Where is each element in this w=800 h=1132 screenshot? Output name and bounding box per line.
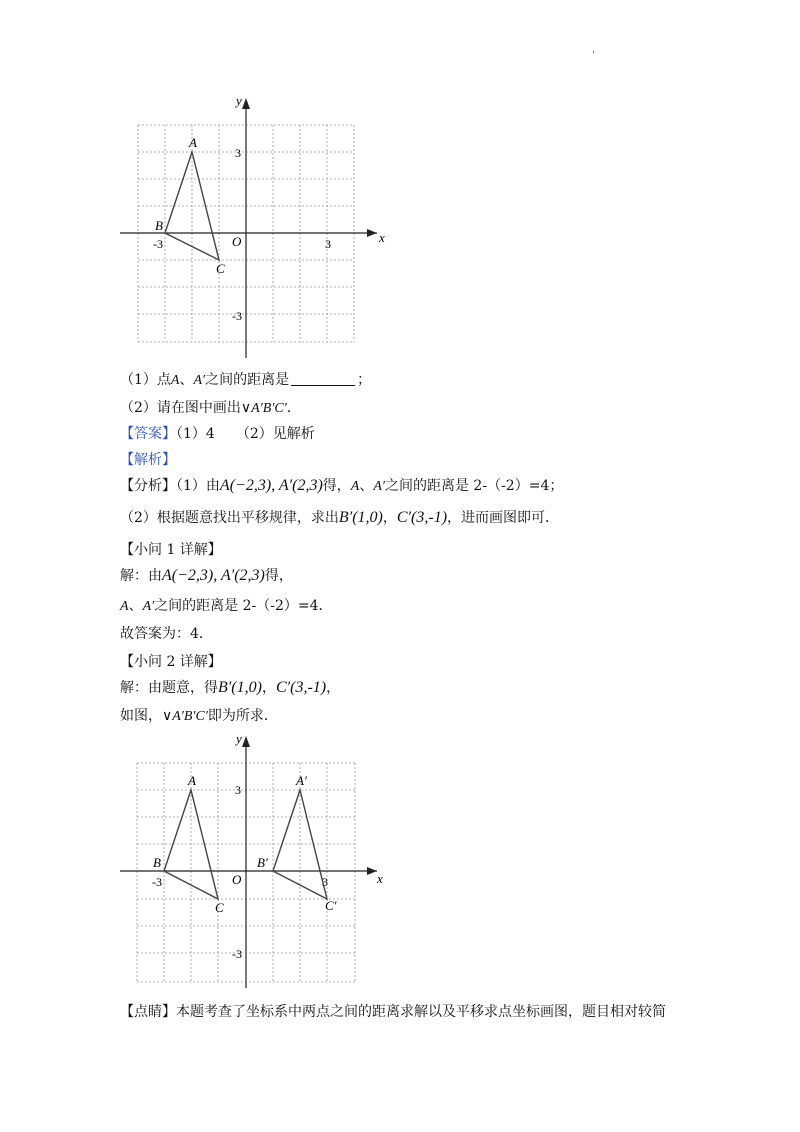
- y-axis-arrow: [242, 736, 250, 747]
- point-b-prime-label: B′: [257, 855, 268, 870]
- fenxi-line-2: （2）根据题意找出平移规律，求出B′(1,0)，C′(3,-1)，进而画图即可．: [120, 509, 560, 526]
- point-c-label: C: [216, 261, 225, 276]
- x-axis-label: x: [377, 871, 383, 886]
- y-axis-arrow: [242, 98, 250, 109]
- point-a-label: A: [188, 773, 196, 788]
- tick-y-pos: 3: [235, 146, 241, 160]
- y-axis-label: y: [236, 93, 242, 108]
- answer-blank[interactable]: [291, 371, 355, 386]
- answer-line: 【答案】（1）4 （2）见解析: [120, 426, 315, 442]
- answer-tag: 【答案】: [120, 426, 176, 442]
- sub2-tag: 【小问 2 详解】: [120, 654, 222, 670]
- origin-label: O: [232, 872, 242, 887]
- x-axis-arrow: [367, 229, 377, 237]
- x-axis-label: x: [379, 230, 385, 245]
- fenxi-tag: 【分析】: [120, 478, 176, 494]
- point-c-label: C: [215, 900, 224, 915]
- sub2-line-1: 解：由题意，得B′(1,0)，C′(3,-1)，: [120, 679, 341, 696]
- fenxi-line-1: 【分析】（1）由A(−2,3), A′(2,3)得，A、A′之间的距离是 2-（-2）=4；: [120, 477, 564, 494]
- sub2-tag-line: [120, 652, 222, 672]
- tick-y-neg: -3: [232, 309, 242, 323]
- tick-y-pos: 3: [235, 783, 241, 797]
- tick-x-pos: 3: [322, 875, 328, 889]
- coordinate-figure-1: [115, 90, 395, 365]
- analysis-tag-line: [120, 450, 176, 470]
- point-c-prime-label: C′: [325, 898, 337, 913]
- point-a-label: A: [189, 135, 197, 150]
- y-axis-label: y: [236, 731, 242, 746]
- analysis-tag: 【解析】: [120, 452, 176, 468]
- tick-y-neg: -3: [232, 947, 242, 961]
- question-2: （2）请在图中画出∨A′B′C′．: [120, 400, 301, 416]
- point-b-label: B: [153, 855, 161, 870]
- question-1: （1）点A、A′之间的距离是 ；: [120, 372, 372, 388]
- tick-x-pos: 3: [325, 237, 331, 251]
- page-mark: ': [592, 50, 595, 61]
- sub2-line-2: 如图，∨A′B′C′即为所求．: [120, 708, 278, 724]
- point-a-prime-label: A′: [296, 773, 307, 788]
- sub1-tag: 【小问 1 详解】: [120, 542, 222, 558]
- sub1-line-2: A、A′之间的距离是 2-（-2）=4．: [120, 598, 333, 614]
- point-b-label: B: [155, 218, 163, 233]
- origin-label: O: [232, 234, 242, 249]
- tick-x-neg: -3: [152, 875, 162, 889]
- x-axis-arrow: [367, 867, 377, 875]
- sub1-line-1: 解：由A(−2,3), A′(2,3)得，: [120, 567, 293, 584]
- sub1-line-3: 故答案为：4．: [120, 626, 213, 642]
- coordinate-figure-2: [115, 730, 395, 990]
- dianjing-line: 【点睛】本题考查了坐标系中两点之间的距离求解以及平移求点坐标画图，题目相对较简: [120, 1004, 666, 1020]
- dianjing-tag: 【点睛】: [120, 1004, 176, 1020]
- tick-x-neg: -3: [153, 237, 163, 251]
- sub1-tag-line: [120, 540, 222, 560]
